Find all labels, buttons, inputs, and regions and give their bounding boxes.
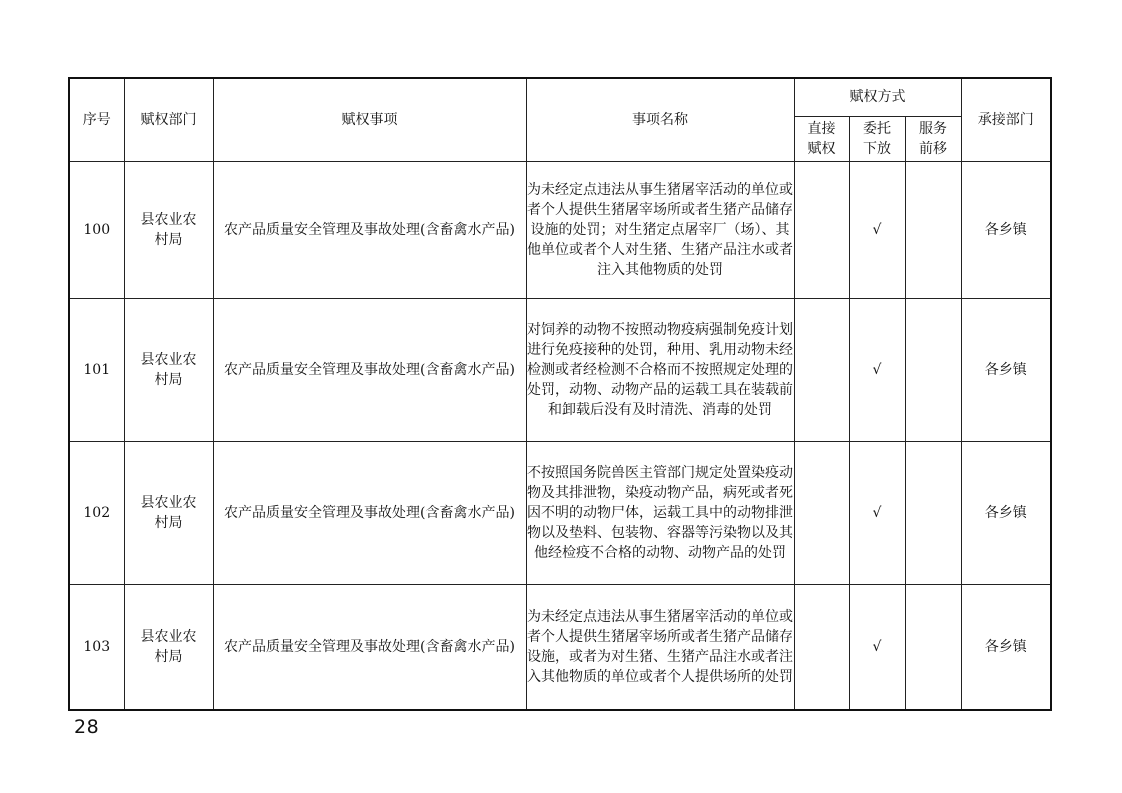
header-method-entrust: [849, 116, 905, 161]
cell-item-name: 不按照国务院兽医主管部门规定处置染疫动物及其排泄物，染疫动物产品，病死或者死因不明的动物尸体，运载工具中的动物排泄物以及垫料、包装物、容器等污染物以及其他经检疫不合格的动物、动物产品的处罚: [526, 441, 794, 584]
cell-receiver: 各乡镇: [961, 441, 1051, 584]
table-row: [69, 584, 1051, 710]
header-method-service-label: 服务前移: [919, 120, 947, 157]
cell-dept: [124, 298, 213, 441]
cell-direct: [794, 161, 849, 298]
cell-matter: 农产品质量安全管理及事故处理(含畜禽水产品): [213, 298, 526, 441]
cell-dept-text: 县农业农村局: [140, 628, 197, 665]
cell-seq: 103: [69, 584, 124, 710]
cell-dept: [124, 441, 213, 584]
cell-dept-text: 县农业农村局: [140, 351, 197, 388]
cell-matter: 农产品质量安全管理及事故处理(含畜禽水产品): [213, 161, 526, 298]
cell-matter: 农产品质量安全管理及事故处理(含畜禽水产品): [213, 441, 526, 584]
cell-service: [905, 584, 961, 710]
cell-dept-text: 县农业农村局: [140, 494, 197, 531]
header-seq: 序号: [69, 78, 124, 161]
header-item-name: 事项名称: [526, 78, 794, 161]
cell-seq: 102: [69, 441, 124, 584]
cell-seq: 100: [69, 161, 124, 298]
header-method-entrust-label: 委托下放: [863, 120, 891, 157]
cell-seq: 101: [69, 298, 124, 441]
authorization-table: [68, 77, 1052, 711]
cell-receiver: 各乡镇: [961, 298, 1051, 441]
cell-receiver: 各乡镇: [961, 161, 1051, 298]
cell-direct: [794, 441, 849, 584]
header-method-service: [905, 116, 961, 161]
cell-entrust: √: [849, 441, 905, 584]
cell-entrust: √: [849, 298, 905, 441]
cell-direct: [794, 584, 849, 710]
header-method-group: 赋权方式: [794, 78, 961, 116]
cell-matter: 农产品质量安全管理及事故处理(含畜禽水产品): [213, 584, 526, 710]
cell-direct: [794, 298, 849, 441]
header-dept: 赋权部门: [124, 78, 213, 161]
page-number: 28: [74, 716, 100, 738]
header-method-direct-label: 直接赋权: [807, 120, 836, 157]
cell-item-name: 对饲养的动物不按照动物疫病强制免疫计划进行免疫接种的处罚，种用、乳用动物未经检测或者经检测不合格而不按照规定处理的处罚，动物、动物产品的运载工具在装载前和卸载后没有及时清洗、消毒的处罚: [526, 298, 794, 441]
table-row: [69, 441, 1051, 584]
cell-entrust: √: [849, 584, 905, 710]
cell-dept-text: 县农业农村局: [140, 211, 197, 248]
cell-dept: [124, 161, 213, 298]
cell-item-name: 为未经定点违法从事生猪屠宰活动的单位或者个人提供生猪屠宰场所或者生猪产品储存设施，或者为对生猪、生猪产品注水或者注入其他物质的单位或者个人提供场所的处罚: [526, 584, 794, 710]
cell-service: [905, 298, 961, 441]
cell-service: [905, 161, 961, 298]
cell-receiver: 各乡镇: [961, 584, 1051, 710]
cell-service: [905, 441, 961, 584]
table-row: [69, 298, 1051, 441]
cell-dept: [124, 584, 213, 710]
header-receiver: 承接部门: [961, 78, 1051, 161]
header-matter: 赋权事项: [213, 78, 526, 161]
header-method-direct: [794, 116, 849, 161]
cell-entrust: √: [849, 161, 905, 298]
cell-item-name: 为未经定点违法从事生猪屠宰活动的单位或者个人提供生猪屠宰场所或者生猪产品储存设施的处罚；对生猪定点屠宰厂（场）、其他单位或者个人对生猪、生猪产品注水或者注入其他物质的处罚: [526, 161, 794, 298]
table-row: [69, 161, 1051, 298]
